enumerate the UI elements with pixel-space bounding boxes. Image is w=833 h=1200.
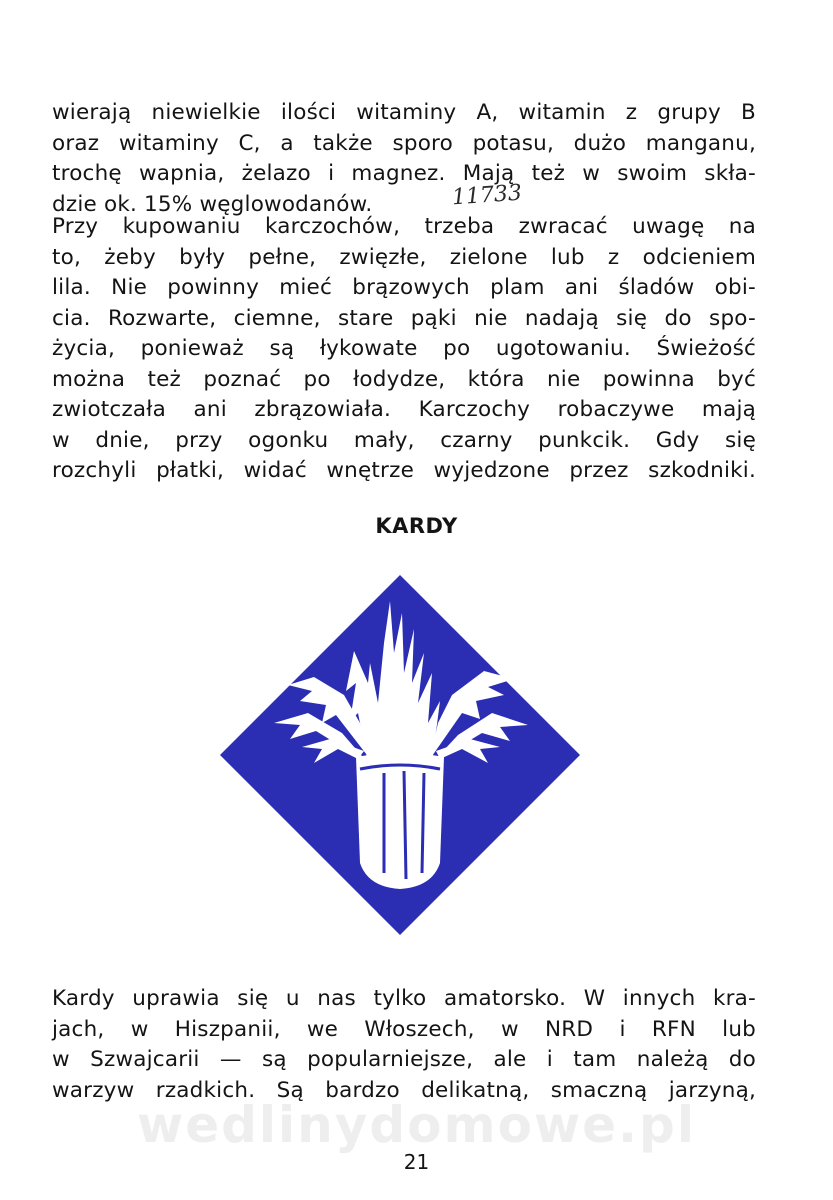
cardoon-diamond-icon (218, 573, 582, 937)
text-line: w Szwajcarii — są popularniejsze, ale i tam należą do (52, 1047, 756, 1072)
text-line: cia. Rozwarte, ciemne, stare pąki nie nadają się do spo- (52, 305, 756, 331)
watermark: wedlinydomowe.pl (137, 1096, 696, 1154)
text-line: można też poznać po łodydze, która nie powinna być (52, 366, 756, 392)
text-line: oraz witaminy C, a także sporo potasu, dużo manganu, (52, 130, 756, 156)
page-number: 21 (403, 1150, 430, 1174)
text-line: Przy kupowaniu karczochów, trzeba zwracać uwagę na (52, 214, 756, 239)
text-line: jach, w Hiszpanii, we Włoszech, w NRD i RFN lub (52, 1016, 756, 1042)
text-line: Kardy uprawia się u nas tylko amatorsko. W innych kra- (52, 986, 756, 1011)
section-heading: KARDY (375, 514, 458, 538)
text-line: to, żeby były pełne, zwięzłe, zielone lub z odcieniem (52, 244, 756, 270)
text-line: rozchyli płatki, widać wnętrze wyjedzone przez szkodniki. (52, 458, 756, 483)
text-line: trochę wapnia, żelazo i magnez. Mają też w swoim skła- (52, 161, 756, 186)
text-line: życia, ponieważ są łykowate po ugotowaniu. Świeżość (52, 336, 756, 361)
paragraph-1 (52, 98, 756, 220)
text-line: wierają niewielkie ilości witaminy A, witamin z grupy B (52, 100, 756, 125)
text-line: warzyw rzadkich. Są bardzo delikatną, smaczną jarzyną, (52, 1077, 756, 1103)
paragraph-2 (52, 212, 756, 487)
text-line: w dnie, przy ogonku mały, czarny punkcik. Gdy się (52, 427, 756, 453)
paragraph-3 (52, 984, 756, 1106)
text-line: zwiotczała ani zbrązowiała. Karczochy robaczywe mają (52, 397, 756, 422)
text-line: lila. Nie powinny mieć brązowych plam ani śladów obi- (52, 275, 756, 300)
handwritten-note: 11733 (451, 180, 523, 211)
text-line: dzie ok. 15% węglowodanów. (52, 191, 373, 217)
